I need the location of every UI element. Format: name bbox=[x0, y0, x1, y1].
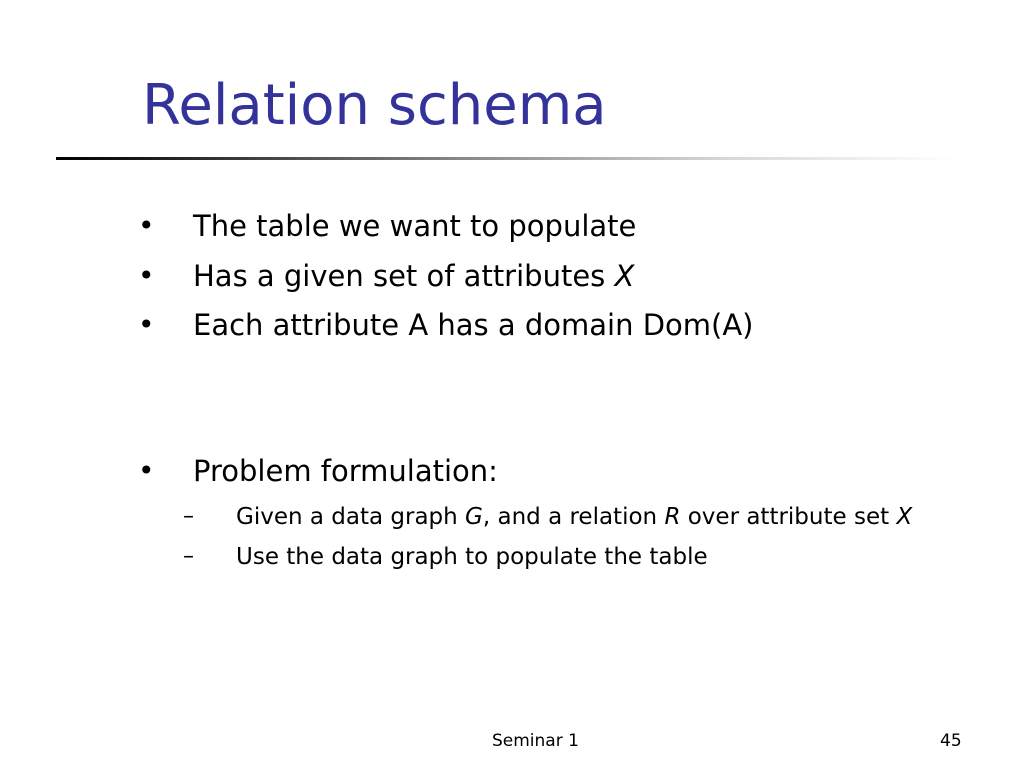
bullet-marker: • bbox=[138, 308, 155, 341]
bullet-text-part: Has a given set of attributes bbox=[193, 259, 615, 293]
bullet-marker: • bbox=[138, 209, 155, 242]
bullet-text bbox=[193, 259, 635, 293]
sub-bullet-text bbox=[236, 506, 912, 529]
sub-bullet-marker: – bbox=[183, 544, 194, 569]
sub-bullet-text-part: over attribute set bbox=[680, 504, 897, 530]
page-number: 45 bbox=[940, 731, 962, 751]
slide-title: Relation schema bbox=[142, 73, 607, 138]
title-divider bbox=[56, 157, 956, 160]
sub-bullet-text-part: , and a relation bbox=[482, 504, 665, 530]
footer-title: Seminar 1 bbox=[492, 731, 579, 751]
bullet-text: The table we want to populate bbox=[193, 209, 637, 243]
relation-variable: R bbox=[664, 504, 681, 530]
sub-bullet-text-part: Given a data graph bbox=[236, 504, 466, 530]
bullet-text: Each attribute A has a domain Dom(A) bbox=[193, 308, 754, 342]
bullet-text: Problem formulation: bbox=[193, 454, 498, 488]
attribute-set-variable: X bbox=[896, 504, 913, 530]
sub-bullet-text: Use the data graph to populate the table bbox=[236, 544, 708, 570]
bullet-marker: • bbox=[138, 259, 155, 292]
bullet-marker: • bbox=[138, 454, 155, 487]
sub-bullet-marker: – bbox=[183, 504, 194, 529]
graph-variable: G bbox=[465, 504, 483, 530]
attribute-set-variable: X bbox=[614, 259, 635, 293]
